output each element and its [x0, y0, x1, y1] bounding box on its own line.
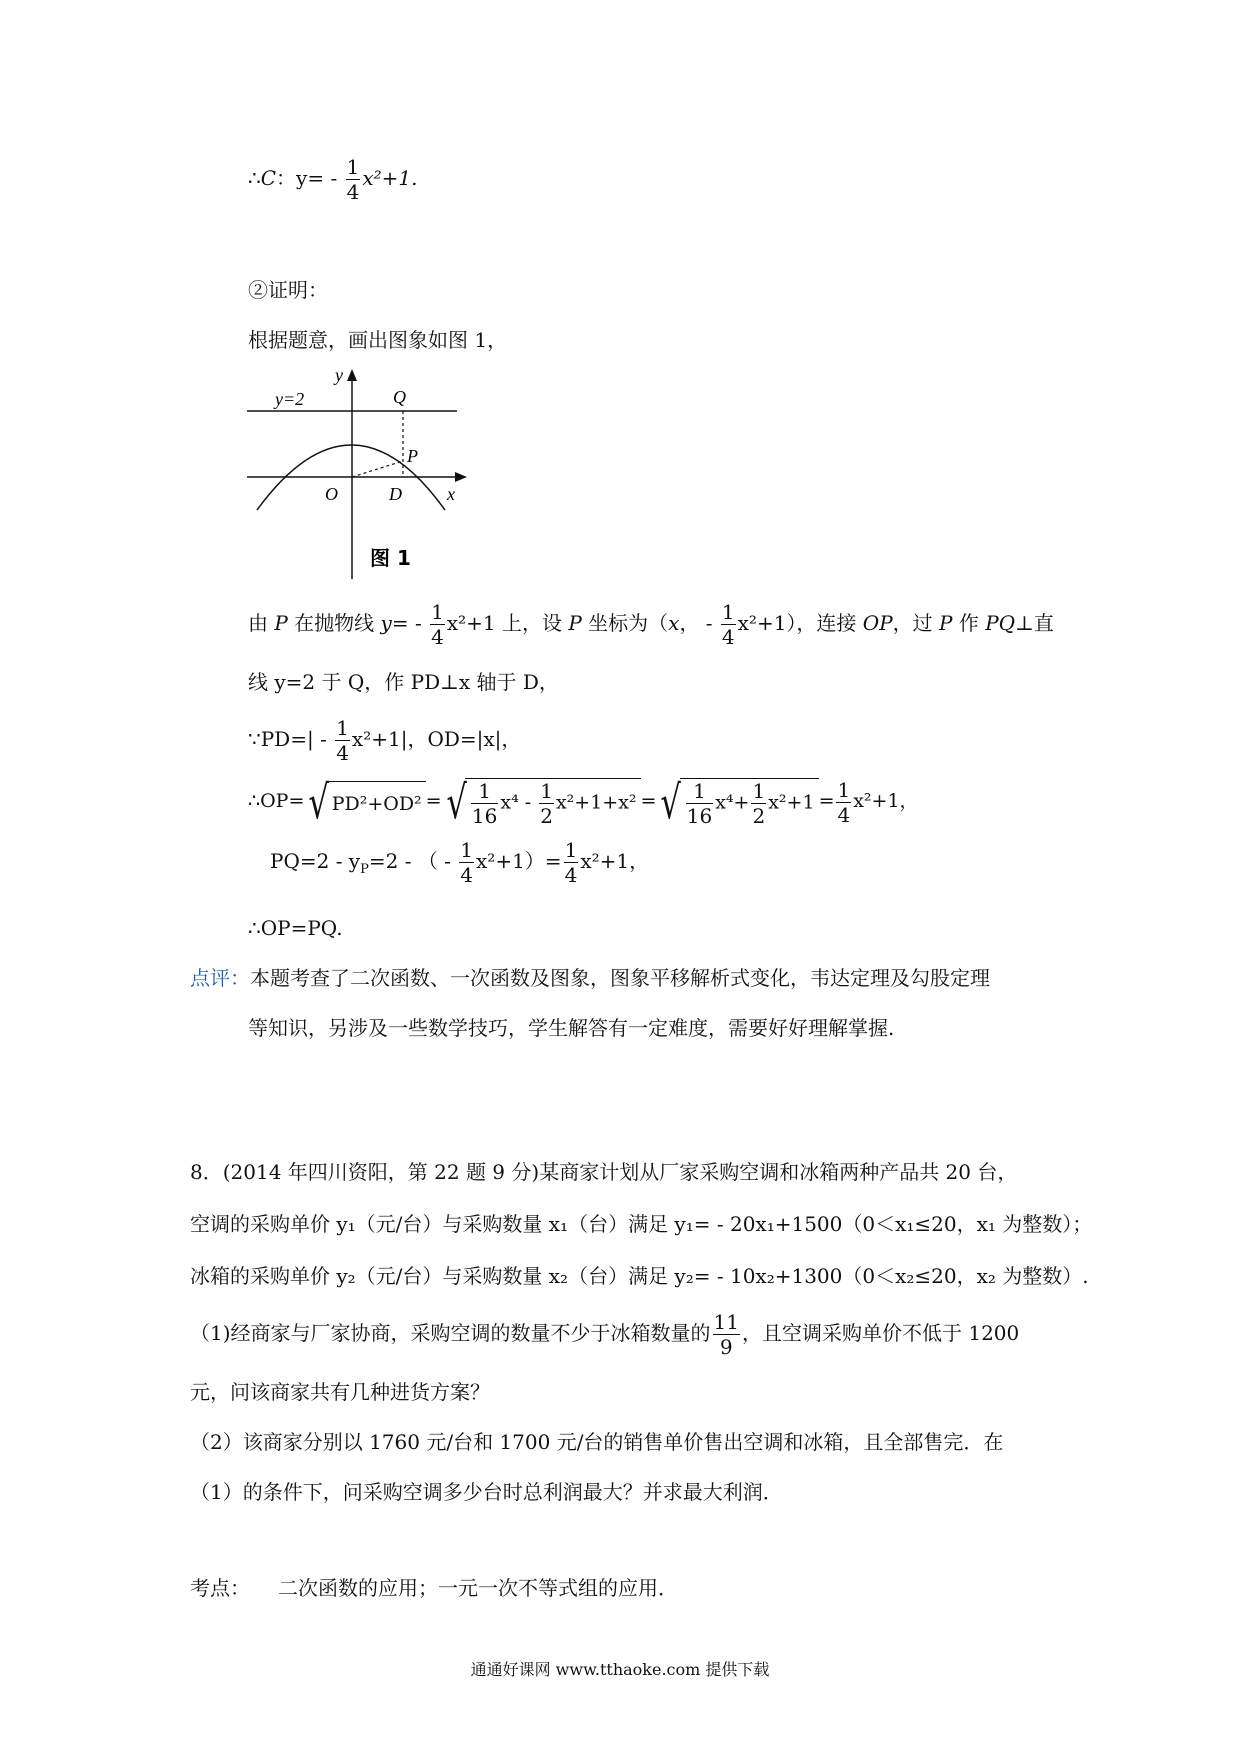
comment-line-2: 等知识，另涉及一些数学技巧，学生解答有一定难度，需要好好理解掌握.	[248, 1016, 895, 1040]
fraction: $\frac{1}{4}$	[346, 155, 360, 204]
label-d: D	[389, 484, 402, 504]
q8-line-2: 空调的采购单价 y₁（元/台）与采购数量 x₁（台）满足 y₁= - 20x₁+1500（0＜x₁≤20，x₁ 为整数）；	[190, 1212, 1093, 1236]
kaodian-label: 考点：	[190, 1576, 250, 1600]
label-x: x	[447, 484, 455, 504]
comment-line-1: 点评：本题考查了二次函数、一次函数及图象，图象平移解析式变化，韦达定理及勾股定理	[190, 966, 990, 990]
label-y2: y=2	[275, 389, 305, 409]
line-pd-od: ∵PD=| - $\frac{1}{4}$ x²+1|，OD=|x|，	[248, 716, 522, 765]
figure-caption: 图 1	[370, 546, 411, 570]
fraction: $\frac{1}{4}$	[721, 600, 735, 649]
sqrt: √ PD²+OD²	[304, 779, 425, 825]
fraction: $\frac{1}{4}$	[564, 838, 578, 887]
fraction: $\frac{1}{4}$	[431, 600, 444, 649]
label-p: P	[407, 446, 418, 466]
dashed-op	[352, 461, 403, 477]
line-perpendiculars: 线 y=2 于 Q，作 PD⊥x 轴于 D，	[248, 670, 559, 694]
proof-heading: ②证明：	[248, 278, 328, 302]
q8-line-3: 冰箱的采购单价 y₂（元/台）与采购数量 x₂（台）满足 y₂= - 10x₂+1300（0＜x₂≤20，x₂ 为整数）.	[190, 1264, 1089, 1288]
figure-1-graph	[245, 365, 475, 585]
q8-line-4: （1)经商家与厂家协商，采购空调的数量不少于冰箱数量的 $\frac{11}{9}$ ，且空调采购单价不低于 1200	[190, 1310, 1020, 1359]
line-conclusion-c: ∴C：y= - $\frac{1}{4}$ x²+1.	[248, 155, 418, 204]
y-axis-arrow	[347, 369, 357, 381]
label-o: O	[325, 484, 338, 504]
q8-line-6: （2）该商家分别以 1760 元/台和 1700 元/台的销售单价售出空调和冰箱，且全部售完．在	[190, 1430, 1004, 1454]
page-footer: 通通好课网 www.tthaoke.com 提供下载	[470, 1660, 770, 1679]
x-axis-arrow	[455, 472, 467, 482]
sqrt: √ $\frac{1}{16}$ x⁴+ $\frac{1}{2}$ x²+1	[656, 778, 818, 826]
fraction: $\frac{1}{4}$	[837, 777, 851, 827]
fraction: $\frac{1}{4}$	[460, 838, 474, 887]
line-p-on-parabola: 由 P 在抛物线 y= - $\frac{1}{4}$ x²+1 上，设 P 坐标为（x， - $\frac{1}{4}$ x²+1），连接 OP，过 P 作 PQ⊥直	[248, 600, 1054, 649]
line-figure-intro: 根据题意，画出图象如图 1，	[248, 328, 508, 352]
q8-line-7: （1）的条件下，问采购空调多少台时总利润最大？并求最大利润．	[190, 1480, 783, 1504]
label-y: y	[335, 365, 343, 385]
line-op-derivation: ∴OP=√ PD²+OD² =√ $\frac{1}{16}$ x⁴ - $\frac{1}{2}$ x²+1+x² =√ $\frac{1}{16}$ x⁴+ $\frac{1}{2}$ x²+1 = $\frac{1}{4}$ x²+1，	[248, 775, 919, 829]
line-op-equals-pq: ∴OP=PQ.	[248, 916, 343, 940]
line-pq: $PQ=2 - y_P=2$ - （ - $\frac{1}{4}$ x²+1）= $\frac{1}{4}$ x²+1，	[270, 838, 650, 887]
fraction: $\frac{1}{4}$	[336, 716, 349, 765]
q8-line-1: 8．(2014 年四川资阳，第 22 题 9 分)某商家计划从厂家采购空调和冰箱两种产品共 20 台，	[190, 1160, 1018, 1184]
fraction: $\frac{11}{9}$	[713, 1310, 739, 1359]
sqrt: √ $\frac{1}{16}$ x⁴ - $\frac{1}{2}$ x²+1+x²	[442, 778, 641, 826]
q8-line-5: 元，问该商家共有几种进货方案？	[190, 1380, 490, 1404]
label-q: Q	[393, 387, 406, 407]
kaodian-line: 考点： 二次函数的应用；一元一次不等式组的应用．	[190, 1576, 678, 1600]
comment-label: 点评：	[190, 966, 250, 990]
